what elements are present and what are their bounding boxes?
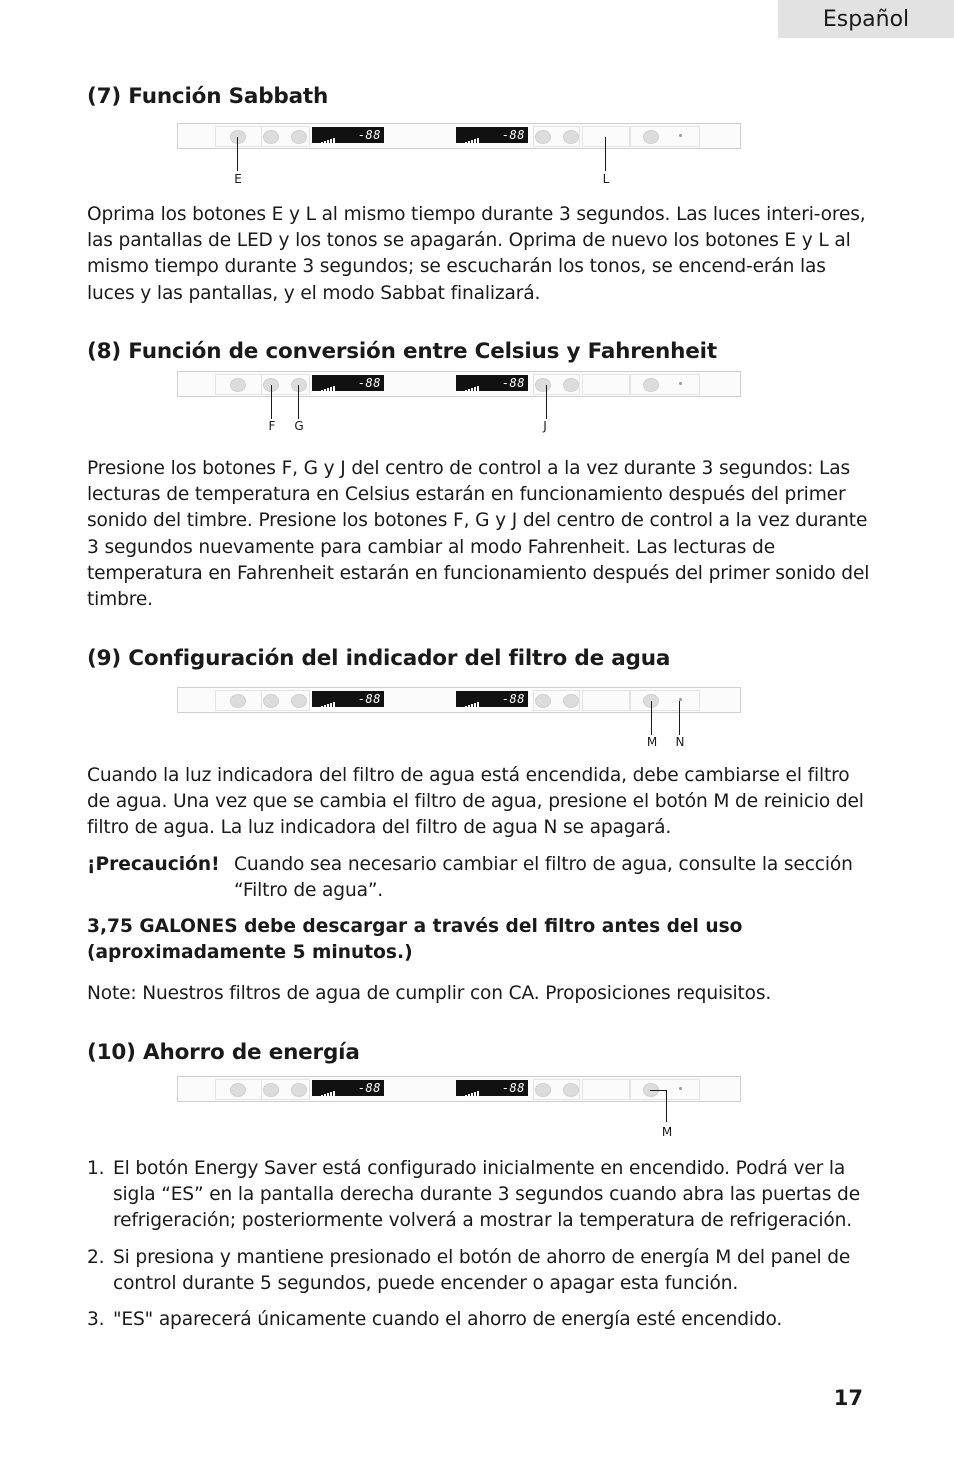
callout-line-m [666, 1090, 667, 1122]
panel-button [535, 1083, 551, 1097]
lcd-readout: -88 [501, 1081, 525, 1095]
caution-label: ¡Precaución! [87, 854, 220, 875]
lcd-readout: -88 [357, 128, 381, 142]
indicator-light [679, 382, 682, 385]
caution-text: Cuando sea necesario cambiar el filtro de agua, consulte la sección “Filtro de agua”. [234, 854, 853, 902]
section-title-energy: (10) Ahorro de energía [87, 1040, 360, 1065]
panel-button [563, 1083, 579, 1097]
callout-line-g [298, 385, 299, 419]
lcd-display [312, 375, 384, 391]
callout-line-m-horizontal [650, 1090, 667, 1091]
lcd-display [456, 1080, 528, 1096]
list-item-text: "ES" aparecerá únicamente cuando el ahorro de energía esté encendido. [113, 1309, 783, 1331]
panel-button [535, 694, 551, 708]
control-panel-diagram [177, 123, 741, 149]
panel-button [563, 378, 579, 392]
panel-button [291, 694, 307, 708]
list-item-number: 2. [87, 1246, 105, 1268]
list-item-text: Si presiona y mantiene presionado el botón de ahorro de energía M del panel de control durante 5 segundos, puede encender o apagar esta función. [113, 1246, 851, 1294]
callout-label-n: N [675, 735, 685, 749]
section-title-conversion: (8) Función de conversión entre Celsius y Fahrenheit [87, 339, 717, 364]
callout-line-j [546, 385, 547, 419]
panel-button [643, 130, 659, 144]
panel-button [263, 694, 279, 708]
lcd-readout: -88 [501, 692, 525, 706]
panel-section [582, 1079, 630, 1100]
panel-button [263, 1083, 279, 1097]
list-item-number: 1. [87, 1158, 105, 1179]
list-item [87, 1156, 877, 1235]
filter-note: Note: Nuestros filtros de agua de cumplir con CA. Proposiciones requisitos. [87, 983, 772, 1004]
list-item [87, 1307, 877, 1333]
lcd-display [312, 1080, 384, 1096]
panel-button [230, 1083, 246, 1097]
lcd-readout: -88 [501, 128, 525, 142]
panel-button [563, 694, 579, 708]
lcd-readout: -88 [501, 376, 525, 390]
signal-bars-icon [315, 695, 336, 704]
panel-section [582, 690, 630, 711]
signal-bars-icon [459, 1084, 480, 1093]
lcd-display [312, 691, 384, 707]
signal-bars-icon [459, 131, 480, 140]
callout-label-f: F [268, 419, 276, 433]
control-panel-diagram [177, 371, 741, 397]
callout-label-g: G [294, 419, 304, 433]
callout-label-m: M [646, 735, 658, 749]
section-title-filter: (9) Configuración del indicador del filtro de agua [87, 646, 671, 671]
list-item [87, 1245, 877, 1297]
panel-button [291, 1083, 307, 1097]
gallons-line-1: 3,75 GALONES debe descargar a través del filtro antes del uso [87, 916, 743, 937]
panel-button [535, 130, 551, 144]
signal-bars-icon [459, 379, 480, 388]
list-item-text: El botón Energy Saver está configurado inicialmente en encendido. Podrá ver la sigla “ES” en la pantalla derecha durante 3 segundos cuando abra las puertas de refrigeración; posteriormente volverá a mostrar la temperatura de refrigeración. [113, 1158, 860, 1232]
panel-button [535, 378, 551, 392]
energy-saver-list [87, 1156, 877, 1333]
panel-section [630, 126, 700, 147]
lcd-readout: -88 [357, 376, 381, 390]
lcd-readout: -88 [357, 692, 381, 706]
signal-bars-icon [459, 695, 480, 704]
panel-button [230, 694, 246, 708]
panel-section [630, 374, 700, 395]
panel-button [563, 130, 579, 144]
control-panel-diagram [177, 1076, 741, 1102]
callout-line-e [237, 137, 238, 171]
callout-line-m [651, 701, 652, 735]
signal-bars-icon [315, 379, 336, 388]
language-tab: Español [778, 0, 954, 38]
panel-section [630, 690, 700, 711]
control-panel-diagram [177, 687, 741, 713]
signal-bars-icon [315, 131, 336, 140]
indicator-light [679, 134, 682, 137]
sabbath-body: Oprima los botones E y L al mismo tiempo durante 3 segundos. Las luces interi-ores, las pantallas de LED y los tonos se apagarán. Oprima de nuevo los botones E y L al mismo tiempo durante 3 segundos; se escucharán los tonos, se encend-erán las luces y las pantallas, y el modo Sabbat finalizará. [87, 204, 866, 304]
panel-section [582, 374, 630, 395]
page-number: 17 [833, 1386, 863, 1410]
section-title-sabbath: (7) Función Sabbath [87, 84, 329, 109]
callout-label-l: L [602, 172, 610, 186]
callout-label-j: J [543, 419, 547, 433]
callout-line-n [679, 701, 680, 735]
lcd-display [312, 127, 384, 143]
lcd-readout: -88 [357, 1081, 381, 1095]
panel-button [230, 378, 246, 392]
list-item-number: 3. [87, 1309, 105, 1331]
signal-bars-icon [315, 1084, 336, 1093]
lcd-display [456, 375, 528, 391]
panel-button [263, 130, 279, 144]
panel-button [291, 378, 307, 392]
panel-section [582, 126, 630, 147]
callout-line-l [605, 137, 606, 171]
conversion-body: Presione los botones F, G y J del centro de control a la vez durante 3 segundos: Las lecturas de temperatura en Celsius estarán en funcionamiento después del primer sonido del timbre. Presione los botones F, G y J del centro de control a la vez durante 3 segundos nuevamente para cambiar al modo Fahrenheit. Las lecturas de temperatura en Fahrenheit estarán en funcionamiento después del primer sonido del timbre. [87, 458, 870, 611]
callout-label-m: M [661, 1125, 673, 1139]
callout-line-f [271, 385, 272, 419]
panel-button [291, 130, 307, 144]
filter-body: Cuando la luz indicadora del filtro de agua está encendida, debe cambiarse el filtro de agua. Una vez que se cambia el filtro de agua, presione el botón M de reinicio del filtro de agua. La luz indicadora del filtro de agua N se apagará. [87, 765, 864, 839]
indicator-light [679, 1087, 682, 1090]
gallons-line-2: (aproximadamente 5 minutos.) [87, 942, 413, 963]
lcd-display [456, 691, 528, 707]
panel-button [230, 130, 246, 144]
panel-button [643, 378, 659, 392]
lcd-display [456, 127, 528, 143]
callout-label-e: E [234, 172, 242, 186]
